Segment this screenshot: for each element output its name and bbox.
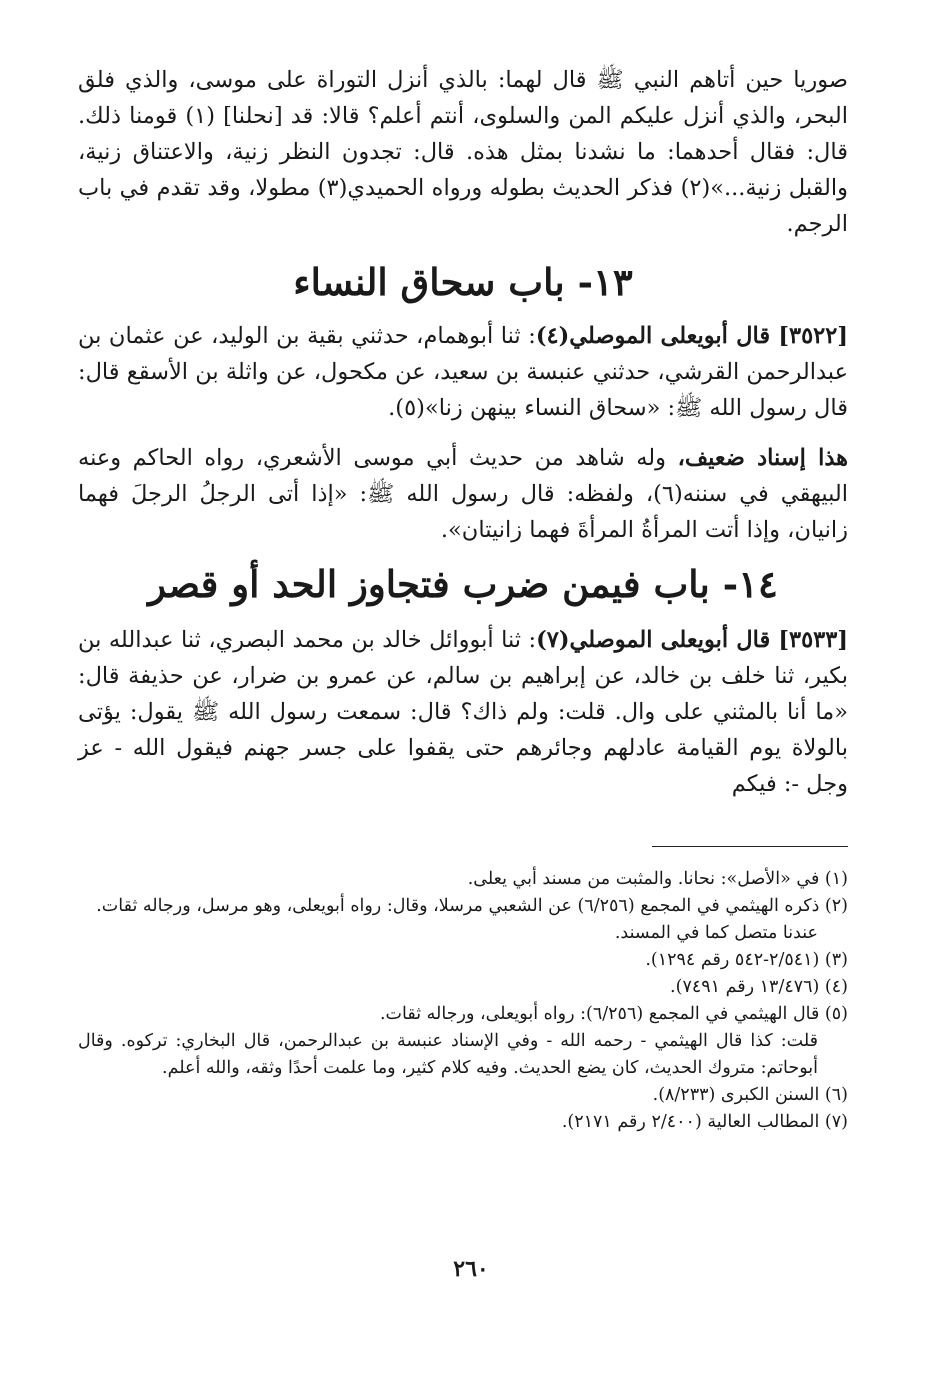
hadith-3522-lead: [٣٥٢٢] قال أبويعلى الموصلي(٤) [535, 323, 848, 349]
isnad-note-lead: هذا إسناد ضعيف، [677, 445, 849, 471]
paragraph-1: صوريا حين أتاهم النبي ﷺ قال لهما: بالذي أنزل التوراة على موسى، والذي فلق البحر، والذي أنزل عليكم المن والسلوى، أنتم أعلم؟ قالا: قد [نحلنا] (١) قومنا ذلك. قال: فقال أحدهما: ما نشدنا بمثل هذه. قال: تجدون النظر زنية، والاعتناق زنية، والقبل زنية...»(٢) فذكر الحديث بطوله ورواه الحميدي(٣) مطولا، وقد تقدم في باب الرجم. [78, 67, 848, 237]
footnotes [78, 866, 848, 1136]
main-text [78, 62, 848, 802]
isnad-note-text: وله شاهد من حديث أبي موسى الأشعري، رواه الحاكم وعنه البيهقي في سننه(٦)، ولفظه: قال رسول الله ﷺ: «إذا أتى الرجلُ الرجلَ فهما زانيان، وإذا أتت المرأةُ المرأةَ فهما زانيتان». [78, 445, 849, 543]
footnote-6: (٦) السنن الكبرى (٨/٢٣٣). [652, 1085, 848, 1105]
footnote-5: (٥) قال الهيثمي في المجمع (٦/٢٥٦): رواه أبويعلى، ورجاله ثقات. [379, 1004, 848, 1024]
hadith-3533-text: : ثنا أبووائل خالد بن محمد البصري، ثنا عبدالله بن بكير، ثنا خلف بن خالد، عن إبراهيم بن سالم، عن عمرو بن ضرار، عن حذيفة قال: «ما أنا بالمثني على وال. قلت: ولم ذاك؟ قال: سمعت رسول الله ﷺ يقول: يؤتى بالولاة يوم القيامة عادلهم وجائرهم حتى يقفوا على جسر جهنم فيقول الله - عز وجل -: فيكم [78, 627, 848, 797]
footnote-1: (١) في «الأصل»: نحانا. والمثبت من مسند أبي يعلى. [467, 869, 848, 889]
footnote-2-continuation: عندنا متصل كما في المسند. [614, 923, 818, 943]
hadith-3533-lead: [٣٥٣٣] قال أبويعلى الموصلي(٧) [536, 627, 848, 653]
footnote-3: (٣) (٢/٥٤١-٥٤٢ رقم ١٢٩٤). [645, 950, 848, 970]
paragraph-hadith-3522 [78, 318, 848, 426]
hadith-3522-text: : ثنا أبوهمام، حدثني بقية بن الوليد، عن عثمان بن عبدالرحمن القرشي، حدثني عنبسة بن سعيد، عن مكحول، عن واثلة بن الأسقع قال: قال رسول الله ﷺ: «سحاق النساء بينهن زنا»(٥). [78, 323, 848, 421]
footnote-divider [652, 846, 848, 847]
paragraph-isnad-note [78, 440, 848, 548]
chapter-heading-14: ١٤- باب فيمن ضرب فتجاوز الحد أو قصر [148, 562, 778, 606]
footnote-5-continuation: قلت: كذا قال الهيثمي - رحمه الله - وفي الإسناد عنبسة بن عبدالرحمن، قال البخاري: تركوه. وقال أبوحاتم: متروك الحديث، كان يضع الحديث. وفيه كلام كثير، وما علمت أحدًا وثقه، والله أعلم. [78, 1031, 818, 1078]
footnote-2: (٢) ذكره الهيثمي في المجمع (٦/٢٥٦) عن الشعبي مرسلا، وقال: رواه أبويعلى، وهو مرسل، ورجاله ثقات. [96, 896, 848, 916]
chapter-heading-13: ١٣- باب سحاق النساء [293, 260, 633, 304]
paragraph-hadith-3533 [78, 622, 848, 802]
footnote-7: (٧) المطالب العالية (٢/٤٠٠ رقم ٢١٧١). [561, 1112, 848, 1132]
page-number: ٢٦٠ [453, 1256, 489, 1282]
footnote-4: (٤) (١٣/٤٧٦ رقم ٧٤٩١). [670, 977, 848, 997]
